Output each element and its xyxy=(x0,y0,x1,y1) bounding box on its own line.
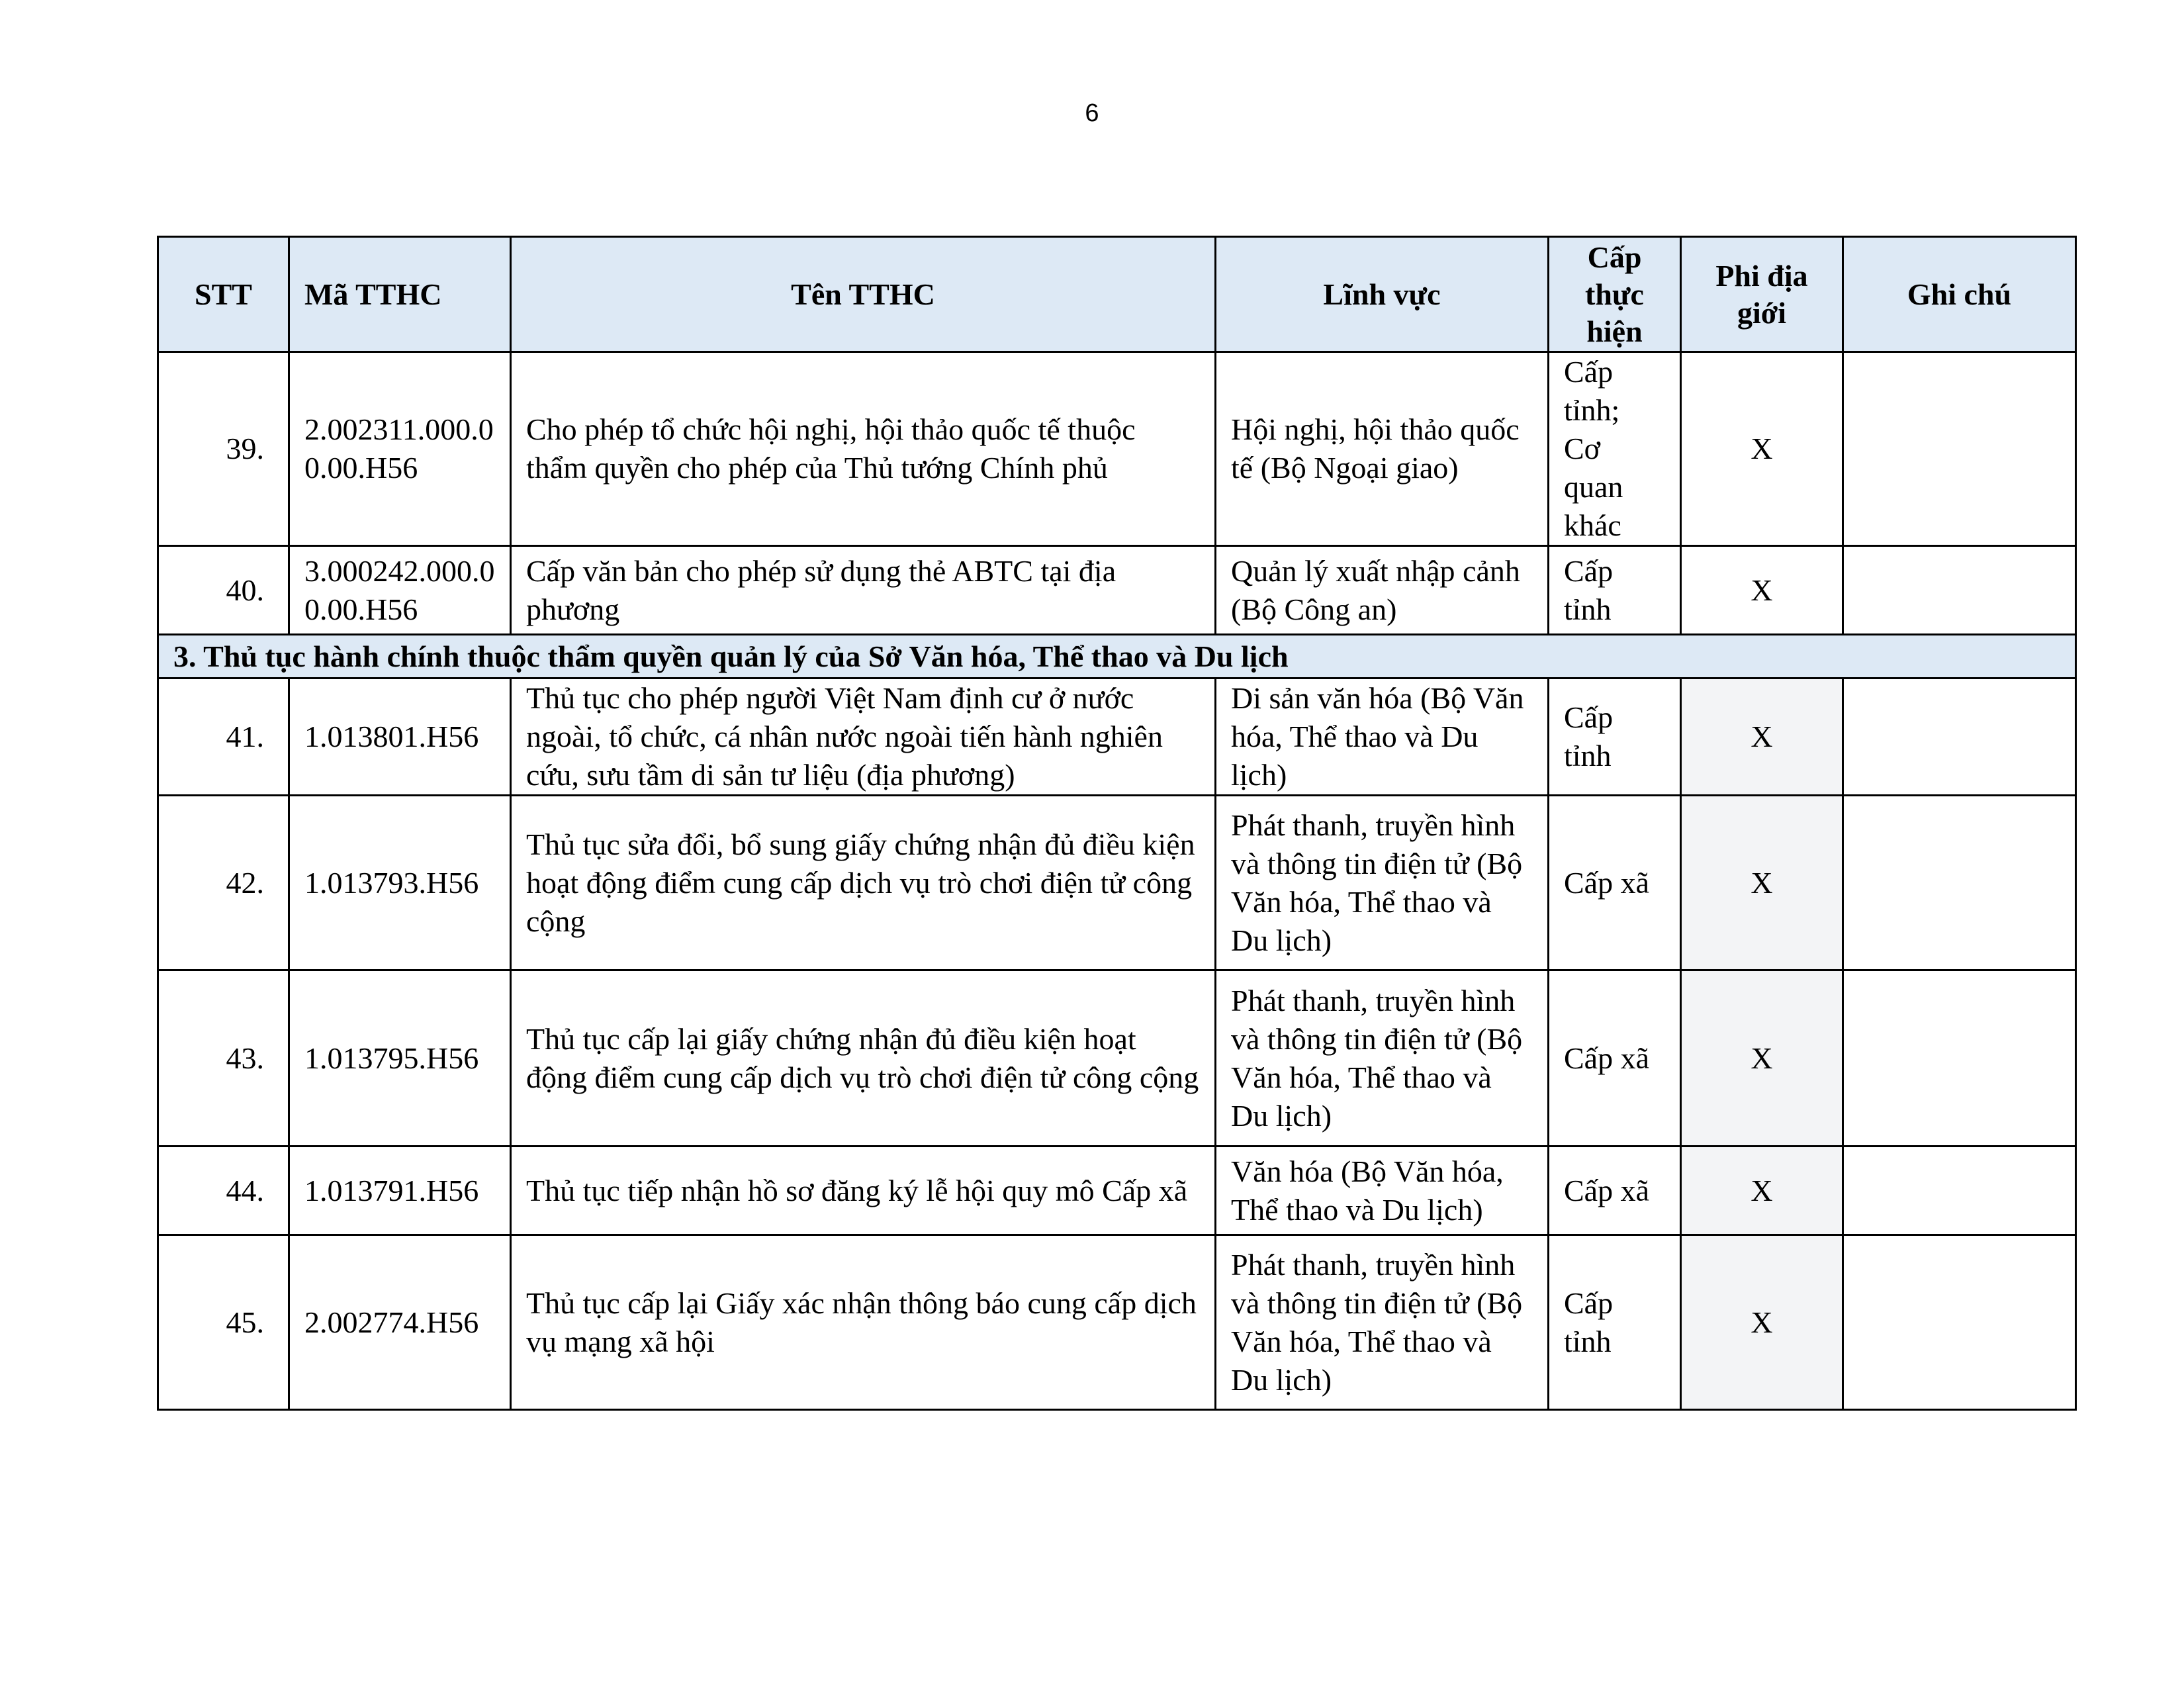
cell-cap-thuc-hien: Cấp tỉnh xyxy=(1549,546,1681,635)
cell-phi-dia-gioi: X xyxy=(1681,970,1843,1147)
cell-ten-tthc: Thủ tục tiếp nhận hồ sơ đăng ký lễ hội quy mô Cấp xã xyxy=(511,1147,1216,1235)
table-row xyxy=(158,970,2076,1147)
table-row xyxy=(158,352,2076,546)
table-row xyxy=(158,546,2076,635)
cell-stt: 43. xyxy=(158,970,289,1147)
cell-ghi-chu xyxy=(1843,1147,2076,1235)
cell-ten-tthc: Thủ tục cấp lại giấy chứng nhận đủ điều kiện hoạt động điểm cung cấp dịch vụ trò chơi điện tử công cộng xyxy=(511,970,1216,1147)
cell-phi-dia-gioi: X xyxy=(1681,796,1843,970)
cell-cap-thuc-hien: Cấp xã xyxy=(1549,796,1681,970)
cell-ma-tthc: 3.000242.000.00.00.H56 xyxy=(289,546,511,635)
cell-ghi-chu xyxy=(1843,546,2076,635)
cell-ma-tthc: 1.013791.H56 xyxy=(289,1147,511,1235)
cell-phi-dia-gioi: X xyxy=(1681,1235,1843,1410)
cell-stt: 45. xyxy=(158,1235,289,1410)
cell-linh-vuc: Quản lý xuất nhập cảnh (Bộ Công an) xyxy=(1216,546,1549,635)
cell-ten-tthc: Cấp văn bản cho phép sử dụng thẻ ABTC tại địa phương xyxy=(511,546,1216,635)
cell-ghi-chu xyxy=(1843,1235,2076,1410)
cell-cap-thuc-hien: Cấp xã xyxy=(1549,970,1681,1147)
cell-cap-thuc-hien: Cấp tỉnh; Cơ quan khác xyxy=(1549,352,1681,546)
cell-stt: 40. xyxy=(158,546,289,635)
cell-cap-thuc-hien: Cấp xã xyxy=(1549,1147,1681,1235)
cell-stt: 41. xyxy=(158,679,289,796)
section-title: 3. Thủ tục hành chính thuộc thẩm quyền quản lý của Sở Văn hóa, Thể thao và Du lịch xyxy=(158,635,2076,679)
cell-ghi-chu xyxy=(1843,679,2076,796)
header-ma-tthc: Mã TTHC xyxy=(289,237,511,352)
section-row xyxy=(158,635,2076,679)
cell-ma-tthc: 2.002311.000.00.00.H56 xyxy=(289,352,511,546)
header-phi-dia-gioi: Phi địa giới xyxy=(1681,237,1843,352)
header-cap-thuc-hien: Cấp thực hiện xyxy=(1549,237,1681,352)
table-row xyxy=(158,1147,2076,1235)
cell-ten-tthc: Thủ tục cho phép người Việt Nam định cư ở nước ngoài, tổ chức, cá nhân nước ngoài tiến hành nghiên cứu, sưu tầm di sản tư liệu (địa phương) xyxy=(511,679,1216,796)
cell-ten-tthc: Thủ tục sửa đổi, bổ sung giấy chứng nhận đủ điều kiện hoạt động điểm cung cấp dịch vụ trò chơi điện tử công cộng xyxy=(511,796,1216,970)
cell-linh-vuc: Phát thanh, truyền hình và thông tin điện tử (Bộ Văn hóa, Thể thao và Du lịch) xyxy=(1216,1235,1549,1410)
cell-ma-tthc: 1.013801.H56 xyxy=(289,679,511,796)
cell-ma-tthc: 2.002774.H56 xyxy=(289,1235,511,1410)
cell-ghi-chu xyxy=(1843,352,2076,546)
cell-linh-vuc: Hội nghị, hội thảo quốc tế (Bộ Ngoại giao) xyxy=(1216,352,1549,546)
cell-linh-vuc: Phát thanh, truyền hình và thông tin điện tử (Bộ Văn hóa, Thể thao và Du lịch) xyxy=(1216,796,1549,970)
cell-ghi-chu xyxy=(1843,796,2076,970)
table-row xyxy=(158,796,2076,970)
table-row xyxy=(158,679,2076,796)
cell-phi-dia-gioi: X xyxy=(1681,679,1843,796)
cell-cap-thuc-hien: Cấp tỉnh xyxy=(1549,679,1681,796)
header-stt: STT xyxy=(158,237,289,352)
header-ten-tthc: Tên TTHC xyxy=(511,237,1216,352)
cell-stt: 42. xyxy=(158,796,289,970)
header-ghi-chu: Ghi chú xyxy=(1843,237,2076,352)
cell-stt: 44. xyxy=(158,1147,289,1235)
cell-ma-tthc: 1.013795.H56 xyxy=(289,970,511,1147)
table-header-row xyxy=(158,237,2076,352)
cell-linh-vuc: Di sản văn hóa (Bộ Văn hóa, Thể thao và Du lịch) xyxy=(1216,679,1549,796)
page-number: 6 xyxy=(1085,99,1099,127)
cell-phi-dia-gioi: X xyxy=(1681,352,1843,546)
cell-ghi-chu xyxy=(1843,970,2076,1147)
cell-linh-vuc: Phát thanh, truyền hình và thông tin điện tử (Bộ Văn hóa, Thể thao và Du lịch) xyxy=(1216,970,1549,1147)
header-linh-vuc: Lĩnh vực xyxy=(1216,237,1549,352)
cell-linh-vuc: Văn hóa (Bộ Văn hóa, Thể thao và Du lịch) xyxy=(1216,1147,1549,1235)
cell-phi-dia-gioi: X xyxy=(1681,546,1843,635)
cell-ten-tthc: Thủ tục cấp lại Giấy xác nhận thông báo cung cấp dịch vụ mạng xã hội xyxy=(511,1235,1216,1410)
cell-cap-thuc-hien: Cấp tỉnh xyxy=(1549,1235,1681,1410)
table-row xyxy=(158,1235,2076,1410)
cell-phi-dia-gioi: X xyxy=(1681,1147,1843,1235)
cell-ten-tthc: Cho phép tổ chức hội nghị, hội thảo quốc tế thuộc thẩm quyền cho phép của Thủ tướng Chính phủ xyxy=(511,352,1216,546)
cell-ma-tthc: 1.013793.H56 xyxy=(289,796,511,970)
procedure-table xyxy=(157,236,2077,1411)
cell-stt: 39. xyxy=(158,352,289,546)
